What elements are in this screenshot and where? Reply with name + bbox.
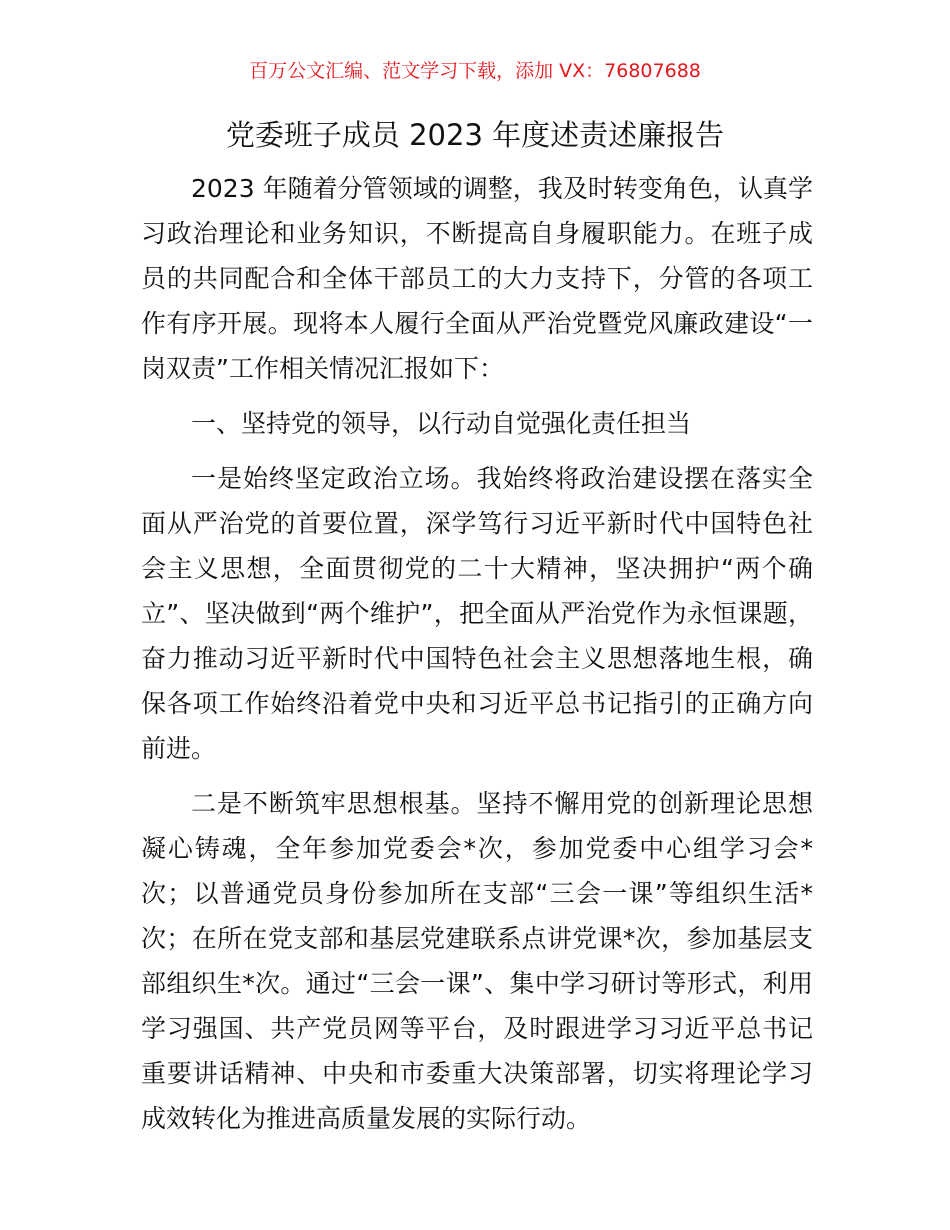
document-title: 党委班子成员 2023 年度述责述廉报告 [225, 118, 725, 152]
paragraph-political-stance: 一是始终坚定政治立场。我始终将政治建设摆在落实全面从严治党的首要位置，深学笃行习近平新时代中国特色社会主义思想，全面贯彻党的二十大精神，坚决拥护“两个确立”、坚决做到“两个维护”，把全面从严治党作为永恒课题，奋力推动习近平新时代中国特色社会主义思想落地生根，确保各项工作始终沿着党中央和习近平总书记指引的正确方向前进。 [141, 464, 813, 763]
section-heading-1: 一、坚持党的领导，以行动自觉强化责任担当 [191, 409, 692, 438]
ad-header-text: 百万公文汇编、范文学习下载，添加 VX：76807688 [249, 60, 701, 82]
paragraph-intro: 2023 年随着分管领域的调整，我及时转变角色，认真学习政治理论和业务知识，不断提高自身履职能力。在班子成员的共同配合和全体干部员工的大力支持下，分管的各项工作有序开展。现将本人履行全面从严治党暨党风廉政建设“一岗双责”工作相关情况汇报如下： [141, 174, 813, 383]
document-body [141, 166, 813, 1141]
paragraph-ideological-foundation: 二是不断筑牢思想根基。坚持不懈用党的创新理论思想凝心铸魂，全年参加党委会*次，参加党委中心组学习会*次；以普通党员身份参加所在支部“三会一课”等组织生活*次；在所在党支部和基层党建联系点讲党课*次，参加基层支部组织生*次。通过“三会一课”、集中学习研讨等形式，利用学习强国、共产党员网等平台，及时跟进学习习近平总书记重要讲话精神、中央和市委重大决策部署，切实将理论学习成效转化为推进高质量发展的实际行动。 [141, 789, 813, 1133]
